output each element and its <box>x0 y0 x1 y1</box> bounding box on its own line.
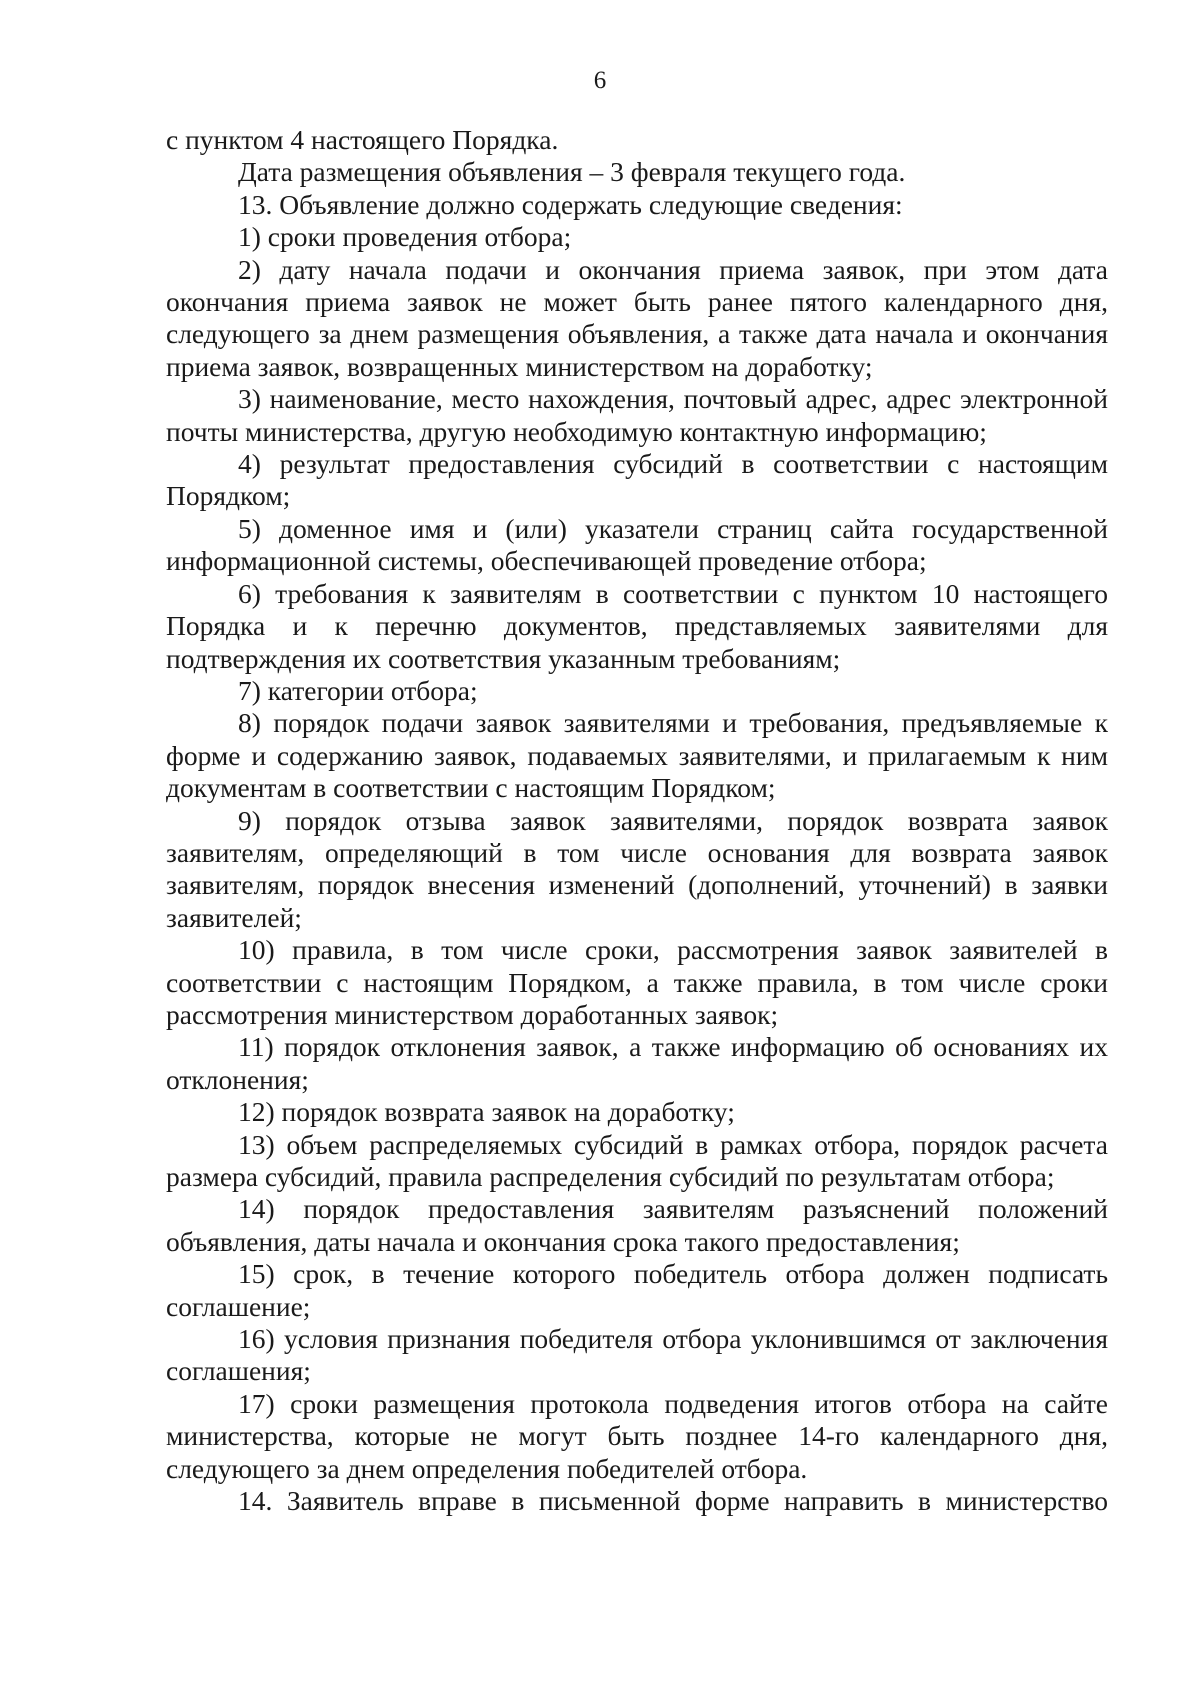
paragraph-item-14: 14. Заявитель вправе в письменной форме направить в министерство <box>238 1485 1108 1517</box>
list-item-11: 11) порядок отклонения заявок, а также информацию об основаниях их отклонения; <box>166 1031 1108 1095</box>
list-item-17: 17) сроки размещения протокола подведения итогов отбора на сайте министерства, которые не могут быть позднее 14-го календарного дня, следующего за днем определения победителей отбора. <box>166 1387 1108 1484</box>
list-item-6: 6) требования к заявителям в соответствии с пунктом 10 настоящего Порядка и к перечню документов, представляемых заявителями для подтверждения их соответствия указанным требованиям; <box>166 577 1108 674</box>
list-item-9: 9) порядок отзыва заявок заявителями, порядок возврата заявок заявителям, определяющий в том числе основания для возврата заявок заявителям, порядок внесения изменений (дополнений, уточнений) в заявки заявителей; <box>166 804 1108 933</box>
paragraph-continuation: с пунктом 4 настоящего Порядка. <box>166 124 559 155</box>
page-number: 6 <box>593 67 607 94</box>
list-item-14: 14) порядок предоставления заявителям разъяснений положений объявления, даты начала и окончания срока такого предоставления; <box>166 1193 1108 1257</box>
list-item-15: 15) срок, в течение которого победитель отбора должен подписать соглашение; <box>166 1258 1108 1322</box>
paragraph-announcement-date: Дата размещения объявления – 3 февраля текущего года. <box>238 156 906 188</box>
list-item-1: 1) сроки проведения отбора; <box>238 221 572 253</box>
paragraph-item-13: 13. Объявление должно содержать следующие сведения: <box>238 188 903 220</box>
list-item-7: 7) категории отбора; <box>238 674 478 706</box>
list-item-16: 16) условия признания победителя отбора уклонившимся от заключения соглашения; <box>166 1323 1108 1387</box>
list-item-5: 5) доменное имя и (или) указатели страниц сайта государственной информационной системы, обеспечивающей проведение отбора; <box>166 512 1108 577</box>
list-item-3: 3) наименование, место нахождения, почтовый адрес, адрес электронной почты министерства, другую необходимую контактную информацию; <box>166 383 1108 447</box>
list-item-12: 12) порядок возврата заявок на доработку; <box>238 1096 735 1128</box>
list-item-13: 13) объем распределяемых субсидий в рамках отбора, порядок расчета размера субсидий, правила распределения субсидий по результатам отбора; <box>166 1128 1108 1192</box>
list-item-2: 2) дату начала подачи и окончания приема заявок, при этом дата окончания приема заявок не может быть ранее пятого календарного дня, следующего за днем размещения объявления, а также дата начала и окончания приема заявок, возвращенных министерством на доработку; <box>166 253 1108 382</box>
list-item-10: 10) правила, в том числе сроки, рассмотрения заявок заявителей в соответствии с настоящим Порядком, а также правила, в том числе сроки рассмотрения министерством доработанных заявок; <box>166 934 1108 1030</box>
list-item-8: 8) порядок подачи заявок заявителями и требования, предъявляемые к форме и содержанию заявок, подаваемых заявителями, и прилагаемым к ним документам в соответствии с настоящим Порядком; <box>166 707 1108 804</box>
list-item-4: 4) результат предоставления субсидий в соответствии с настоящим Порядком; <box>166 448 1108 512</box>
document-body <box>166 124 1108 1517</box>
